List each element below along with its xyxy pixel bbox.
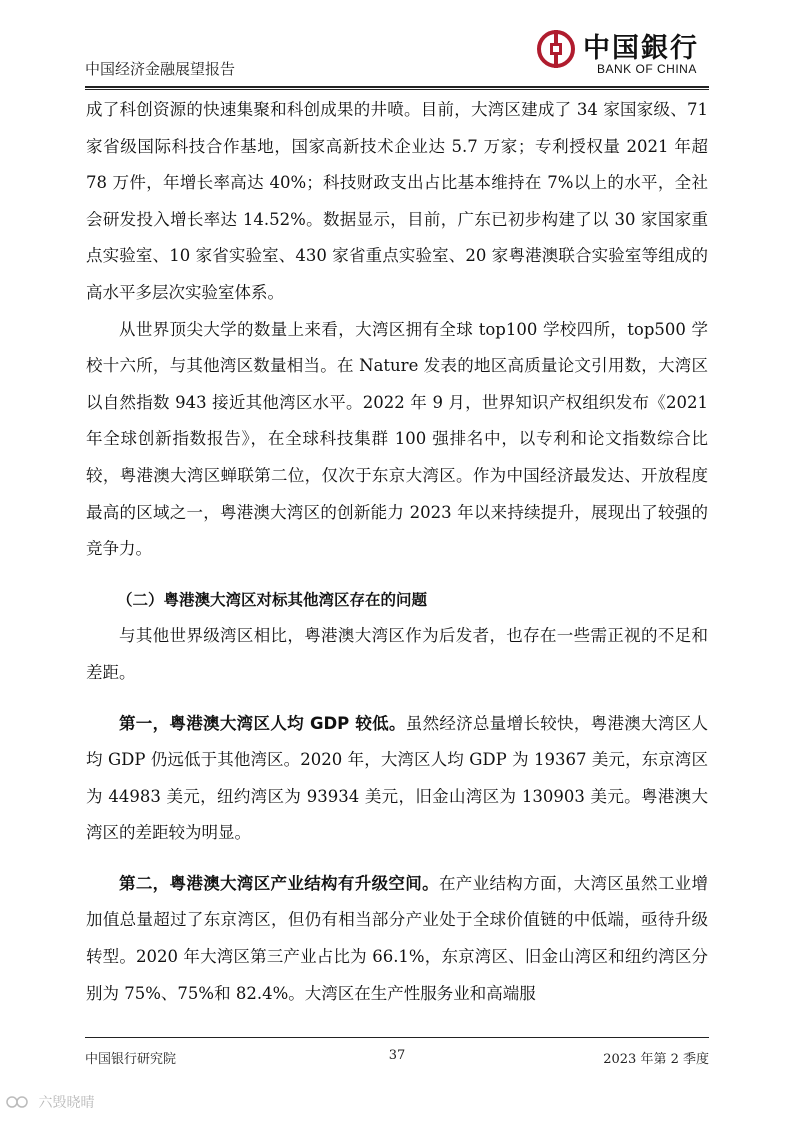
watermark-text: 六毁晓晴 bbox=[38, 1095, 95, 1111]
point-one-text: 虽然经济总量增长较快，粤港澳大湾区人均 GDP 仍远低于其他湾区。2020 年，大湾区人均 GDP 为 19367 美元，东京湾区为 44983 美元，纽约湾区为 93934 美元，旧金山湾区为 130903 美元。粤港澳大湾区的差距较为明显。 bbox=[86, 713, 709, 843]
bank-of-china-emblem-icon bbox=[537, 30, 575, 68]
page-number: 37 bbox=[388, 1048, 406, 1063]
page-body bbox=[86, 92, 708, 1012]
bank-of-china-logo bbox=[537, 22, 709, 78]
point-two-lead: 第二，粤港澳大湾区产业结构有升级空间。 bbox=[119, 873, 439, 893]
paragraph-industry bbox=[86, 866, 708, 1012]
watermark-logo-icon bbox=[6, 1095, 34, 1109]
point-two-text: 在产业结构方面，大湾区虽然工业增加值总量超过了东京湾区，但仍有相当部分产业处于全球价值链的中低端，亟待升级转型。2020 年大湾区第三产业占比为 66.1%，东京湾区、旧金山湾区和纽约湾区分别为 75%、75%和 82.4%。大湾区在生产性服务业和高端服 bbox=[86, 873, 709, 1003]
page-footer bbox=[85, 1048, 709, 1068]
report-title: 中国经济金融展望报告 bbox=[85, 60, 236, 78]
point-one-lead: 第一，粤港澳大湾区人均 GDP 较低。 bbox=[119, 713, 406, 733]
footer-quarter: 2023 年第 2 季度 bbox=[603, 1052, 709, 1067]
footer-institute: 中国银行研究院 bbox=[85, 1052, 177, 1067]
header-rule bbox=[85, 86, 709, 88]
watermark bbox=[6, 1092, 94, 1112]
logo-english-text: BANK OF CHINA bbox=[597, 62, 697, 76]
header-rule-thin bbox=[85, 89, 709, 90]
paragraph-gdp bbox=[86, 706, 708, 852]
paragraph-intro-gaps: 与其他世界级湾区相比，粤港澳大湾区作为后发者，也存在一些需正视的不足和差距。 bbox=[86, 626, 708, 682]
page-header bbox=[85, 0, 709, 88]
footer-rule bbox=[85, 1037, 709, 1038]
section-heading: （二）粤港澳大湾区对标其他湾区存在的问题 bbox=[117, 590, 428, 609]
paragraph-continued: 成了科创资源的快速集聚和科创成果的井喷。目前，大湾区建成了 34 家国家级、71 家省级国际科技合作基地，国家高新技术企业达 5.7 万家；专利授权量 2021 年超 78 万件，年增长率高达 40%；科技财政支出占比基本维持在 7%以上的水平，全社会研发投入增长率达 14.52%。数据显示，目前，广东已初步构建了以 30 家国家重点实验室、10 家省实验室、430 家省重点实验室、20 家粤港澳联合实验室等组成的高水平多层次实验室体系。 bbox=[86, 100, 708, 302]
logo-chinese-text: 中国銀行 bbox=[583, 33, 699, 64]
paragraph-universities: 从世界顶尖大学的数量上来看，大湾区拥有全球 top100 学校四所，top500 学校十六所，与其他湾区数量相当。在 Nature 发表的地区高质量论文引用数，大湾区以自然指数 943 接近其他湾区水平。2022 年 9 月，世界知识产权组织发布《2021 年全球创新指数报告》，在全球科技集群 100 强排名中，以专利和论文指数综合比较，粤港澳大湾区蝉联第二位，仅次于东京大湾区。作为中国经济最发达、开放程度最高的区域之一，粤港澳大湾区的创新能力 2023 年以来持续提升，展现出了较强的竞争力。 bbox=[86, 319, 708, 559]
